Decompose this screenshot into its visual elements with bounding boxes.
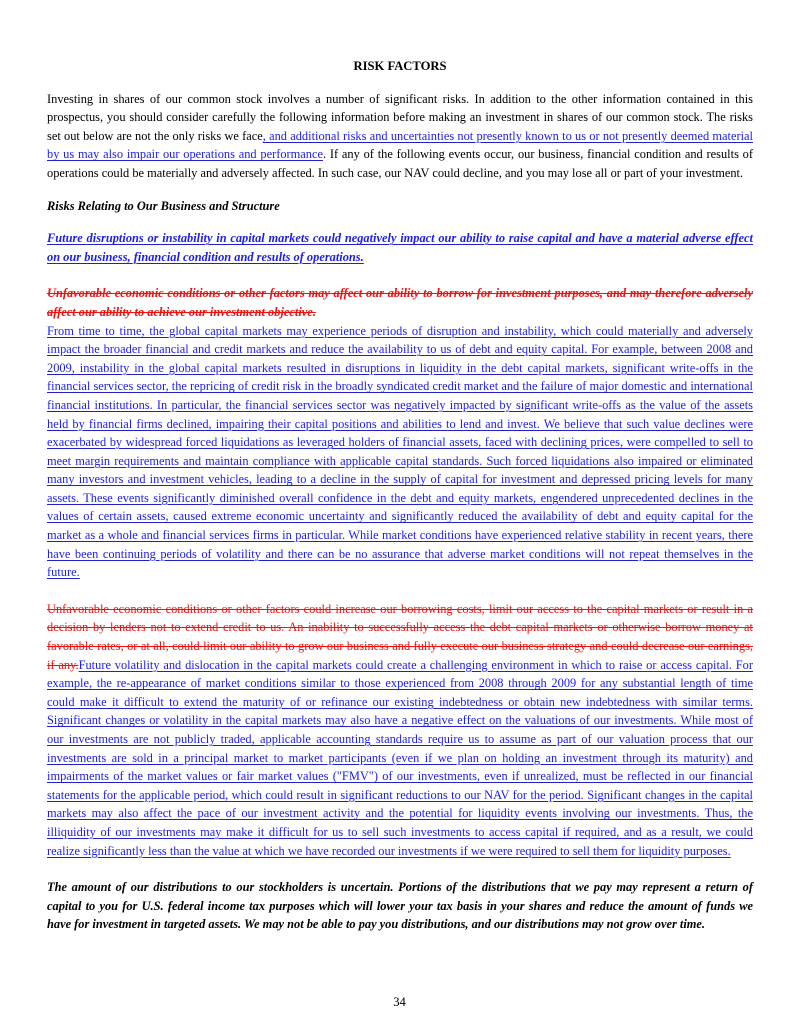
section-heading: Risks Relating to Our Business and Structure bbox=[47, 198, 280, 213]
document-page bbox=[47, 57, 753, 934]
risk-2-body-deleted: Unfavorable economic conditions or other factors could increase our borrowing costs, limit our access to the capital markets or result in a decision by lenders not to extend credit to us. An inability to successfully access the debt capital markets or otherwise borrow money at favorable rates, or at all, could limit our ability to grow our business and fully execute our business strategy and could decrease our earnings, if any. bbox=[47, 601, 753, 672]
page-title: RISK FACTORS bbox=[353, 59, 447, 73]
intro-paragraph bbox=[47, 90, 753, 183]
intro-text-after: . If any of the following events occur, our business, financial condition and results of operations could be materially and adversely affected. In such case, our NAV could decline, and you may lose all or part of your investment. bbox=[47, 147, 753, 180]
risk-3-heading: The amount of our distributions to our stockholders is uncertain. Portions of the distributions that we pay may represent a return of capital to you for U.S. federal income tax purposes which will lower your tax basis in your shares and reduce the amount of funds we have for investment in targeted assets. We may not be able to pay you distributions, and our distributions may not grow over time. bbox=[47, 880, 753, 932]
intro-inserted-text: , and additional risks and uncertainties not presently known to us or not presently deemed material by us may also impair our operations and performance bbox=[47, 128, 753, 162]
risk-1-heading-deleted: Unfavorable economic conditions or other factors may affect our ability to borrow for investment purposes, and may therefore adversely affect our ability to achieve our investment objective. bbox=[47, 286, 753, 319]
risk-2-body-inserted: Future volatility and dislocation in the capital markets could create a challenging environment in which to raise or access capital. For example, the re-appearance of market conditions similar to those experienced from 2008 through 2009 for any substantial length of time could make it difficult to extend the maturity of or refinance our existing indebtedness or obtain new indebtedness with similar terms. Significant changes or volatility in the capital markets may also have a negative effect on the valuations of our investments. While most of our investments are not publicly traded, applicable accounting standards require us to assume as part of our valuation process that our investments are sold in a principal market to market participants (even if we plan on holding an investment through its maturity) and impairments of the market values or fair market values ("FMV") of our investments, even if unrealized, must be reflected in our financial statements for the applicable period, which could result in significant reductions to our NAV for the period. Significant changes in the capital markets may also affect the pace of our investment activity and the potential for liquidity events involving our investments. Thus, the illiquidity of our investments may make it difficult for us to sell such investments to access capital if required, and as a result, we could realize significantly less than the value at which we have recorded our investments if we were required to sell them for liquidity purposes. bbox=[47, 657, 753, 858]
page-number: 34 bbox=[393, 995, 406, 1009]
risk-1-heading-inserted: Future disruptions or instability in capital markets could negatively impact our ability to raise capital and have a material adverse effect on our business, financial condition and results of operations. bbox=[47, 231, 753, 264]
risk-1-deleted-heading bbox=[47, 284, 753, 321]
risk-1-body-inserted: From time to time, the global capital markets may experience periods of disruption and instability, which could materially and adversely impact the broader financial and credit markets and reduce the availability to us of debt and equity capital. For example, between 2008 and 2009, instability in the global capital markets resulted in disruptions in liquidity in the debt capital markets, significant write-offs in the financial services sector, the repricing of credit risk in the broadly syndicated credit market and the failure of major domestic and international financial institutions. In particular, the financial services sector was negatively impacted by significant write-offs as the value of the assets held by financial firms declined, impairing their capital positions and abilities to lend and invest. We believe that such value declines were exacerbated by widespread forced liquidations as leveraged holders of financial assets, faced with declining prices, were compelled to sell to meet margin requirements and maintain compliance with applicable capital standards. Such forced liquidations also impaired or eliminated many investors and investment vehicles, leading to a decline in the supply of capital for investment and depressed pricing levels for many assets. These events significantly diminished overall confidence in the debt and equity markets, engendered unprecedented declines in the values of certain assets, caused extreme economic uncertainty and significantly reduced the availability of debt and equity capital for the market as a whole and financial services firms in particular. While market conditions have experienced relative stability in recent years, there have been continuing periods of volatility and there can be no assurance that adverse market conditions will not repeat themselves in the future. bbox=[47, 323, 753, 580]
risk-1-body bbox=[47, 322, 753, 582]
intro-text-before: Investing in shares of our common stock involves a number of significant risks. In addition to the other information contained in this prospectus, you should consider carefully the following information before making an investment in shares of our common stock. The risks set out below are not the only risks we face bbox=[47, 91, 753, 143]
risk-1-heading bbox=[47, 229, 753, 266]
risk-2-body bbox=[47, 600, 753, 860]
